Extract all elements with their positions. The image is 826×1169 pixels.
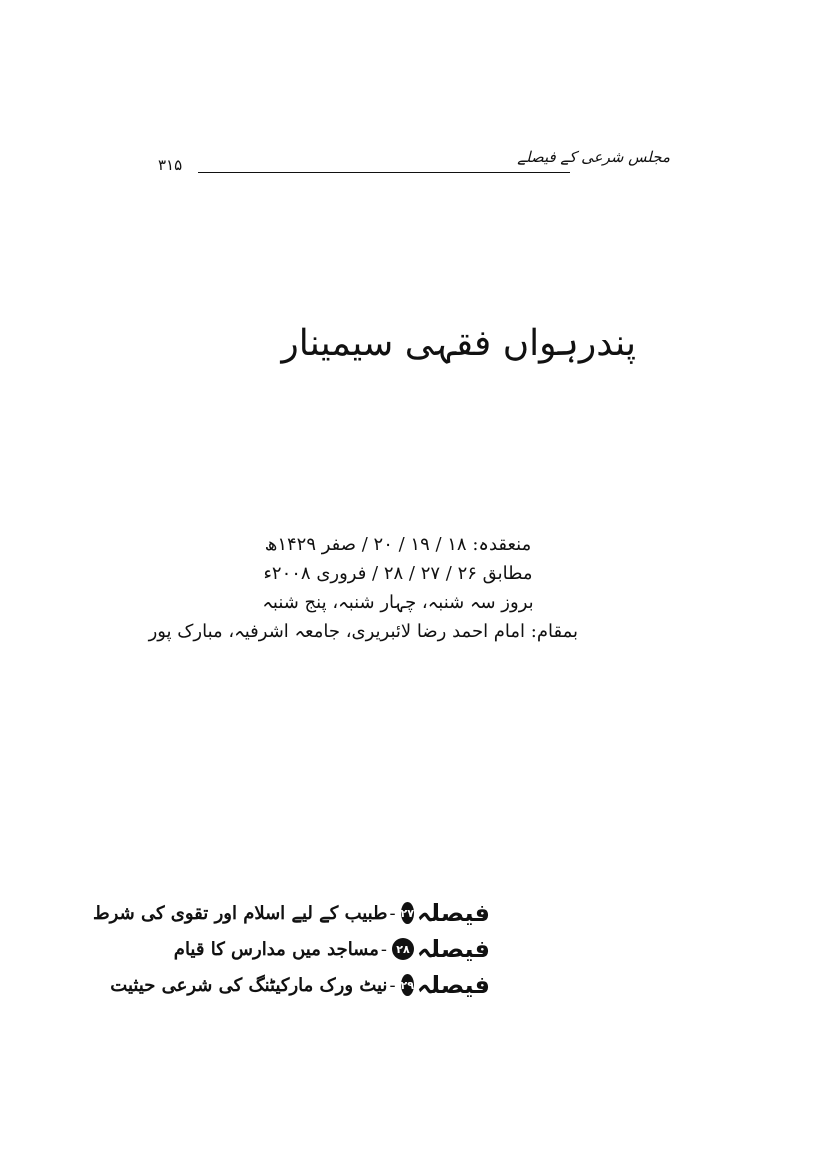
decision-number-badge: ۲۸ (392, 938, 414, 960)
running-book-title: مجلس شرعی کے فیصلے (517, 148, 670, 166)
page-number: ۳۱۵ (158, 156, 183, 174)
page-header (158, 146, 670, 178)
seminar-details (148, 530, 578, 646)
decision-item (93, 895, 490, 931)
held-dates: منعقدہ: ۱۸ / ۱۹ / ۲۰ / صفر ۱۴۲۹ھ (264, 534, 532, 555)
decisions-list (93, 895, 490, 1003)
gregorian-dates: مطابق ۲۶ / ۲۷ / ۲۸ / فروری ۲۰۰۸ء (263, 563, 533, 584)
decision-number-badge: ۲۷ (401, 902, 414, 924)
decision-dash: - (389, 902, 396, 924)
decision-dash: - (380, 938, 387, 960)
decision-label: فیصلہ (416, 899, 490, 927)
decision-item (170, 931, 490, 967)
decision-topic: نیٹ ورک مارکیٹنگ کی شرعی حیثیت (110, 974, 388, 996)
decision-number-badge: ۲۹ (401, 974, 414, 996)
header-rule (198, 172, 570, 173)
seminar-title: پندرہواں فقہی سیمینار (281, 323, 636, 364)
decision-label: فیصلہ (416, 971, 490, 999)
decision-label: فیصلہ (416, 935, 490, 963)
decision-item (110, 967, 490, 1003)
decision-dash: - (389, 974, 396, 996)
decision-topic: طبیب کے لیے اسلام اور تقوی کی شرط (93, 902, 388, 924)
decision-topic: مساجد میں مدارس کا قیام (173, 938, 379, 960)
weekdays: بروز سہ شنبہ، چہار شنبہ، پنج شنبہ (262, 592, 534, 613)
venue: بمقام: امام احمد رضا لائبریری، جامعہ اشرفیہ، مبارک پور (148, 621, 578, 642)
